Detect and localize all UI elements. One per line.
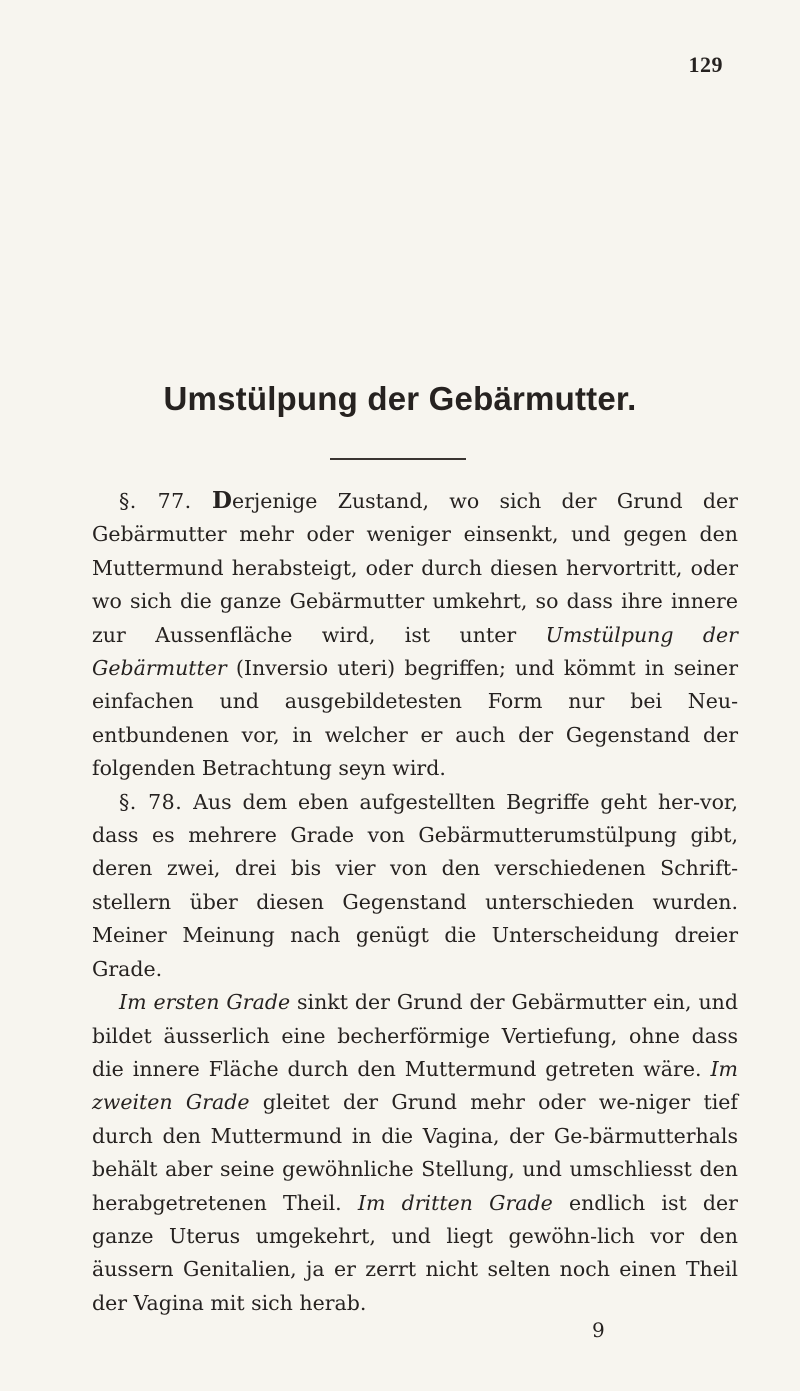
drop-initial: D: [212, 487, 232, 514]
second-grade-label: Im zweiten Grade: [92, 1056, 738, 1115]
paragraph-grades: [92, 986, 738, 1320]
third-grade-text: endlich ist der ganze Uterus umgekehrt, und liegt gewöhn-lich vor den äussern Genitalien, ja er zerrt nicht selten noch einen Theil der Vagina mit sich herab.: [92, 1190, 738, 1315]
paragraph-78: [92, 786, 738, 986]
paragraph-77: [92, 484, 738, 786]
term-umstuelpung: Umstülpung der Gebärmutter: [92, 622, 738, 681]
chapter-title: Umstülpung der Gebärmutter.: [163, 380, 637, 417]
section-mark-78: §. 78.: [119, 789, 183, 814]
paragraph-77-text-a: erjenige Zustand, wo sich der Grund der Gebärmutter mehr oder weniger einsenkt, und gegen den Muttermund herabsteigt, oder durch diesen hervortritt, oder wo sich die ganze Gebärmutter umkehrt, so dass ihre innere zur Aussenfläche wird, ist unter: [92, 489, 738, 647]
section-mark-77: §. 77.: [119, 489, 192, 513]
paragraph-77-text-b: (Inversio uteri) begriffen; und kömmt in seiner einfachen und ausgebildetesten Form nur bei Neu-entbundenen vor, in welcher er auch der Gegenstand der folgenden Betrachtung seyn wird.: [92, 656, 738, 781]
signature-mark: 9: [592, 1318, 605, 1342]
second-grade-text: gleitet der Grund mehr oder we-niger tief durch den Muttermund in die Vagina, der Ge-bärmutterhals behält aber seine gewöhnliche Stellung, und umschliesst den herabgetretenen Theil.: [92, 1090, 738, 1215]
first-grade-text: sinkt der Grund der Gebärmutter ein, und bildet äusserlich eine becherförmige Vertiefung, ohne dass die innere Fläche durch den Muttermund getreten wäre.: [92, 990, 738, 1081]
first-grade-label: Im ersten Grade: [119, 990, 291, 1015]
paragraph-78-text: Aus dem eben aufgestellten Begriffe geht her-vor, dass es mehrere Grade von Gebärmutterumstülpung gibt, deren zwei, drei bis vier von den verschiedenen Schrift-stellern über diesen Gegenstand unterschieden wurden. Meiner Meinung nach genügt die Unterscheidung dreier Grade.: [92, 789, 738, 981]
title-rule: [330, 458, 466, 460]
third-grade-label: Im dritten Grade: [357, 1190, 553, 1215]
body-text: [92, 484, 738, 1320]
page-number: 129: [688, 52, 723, 77]
